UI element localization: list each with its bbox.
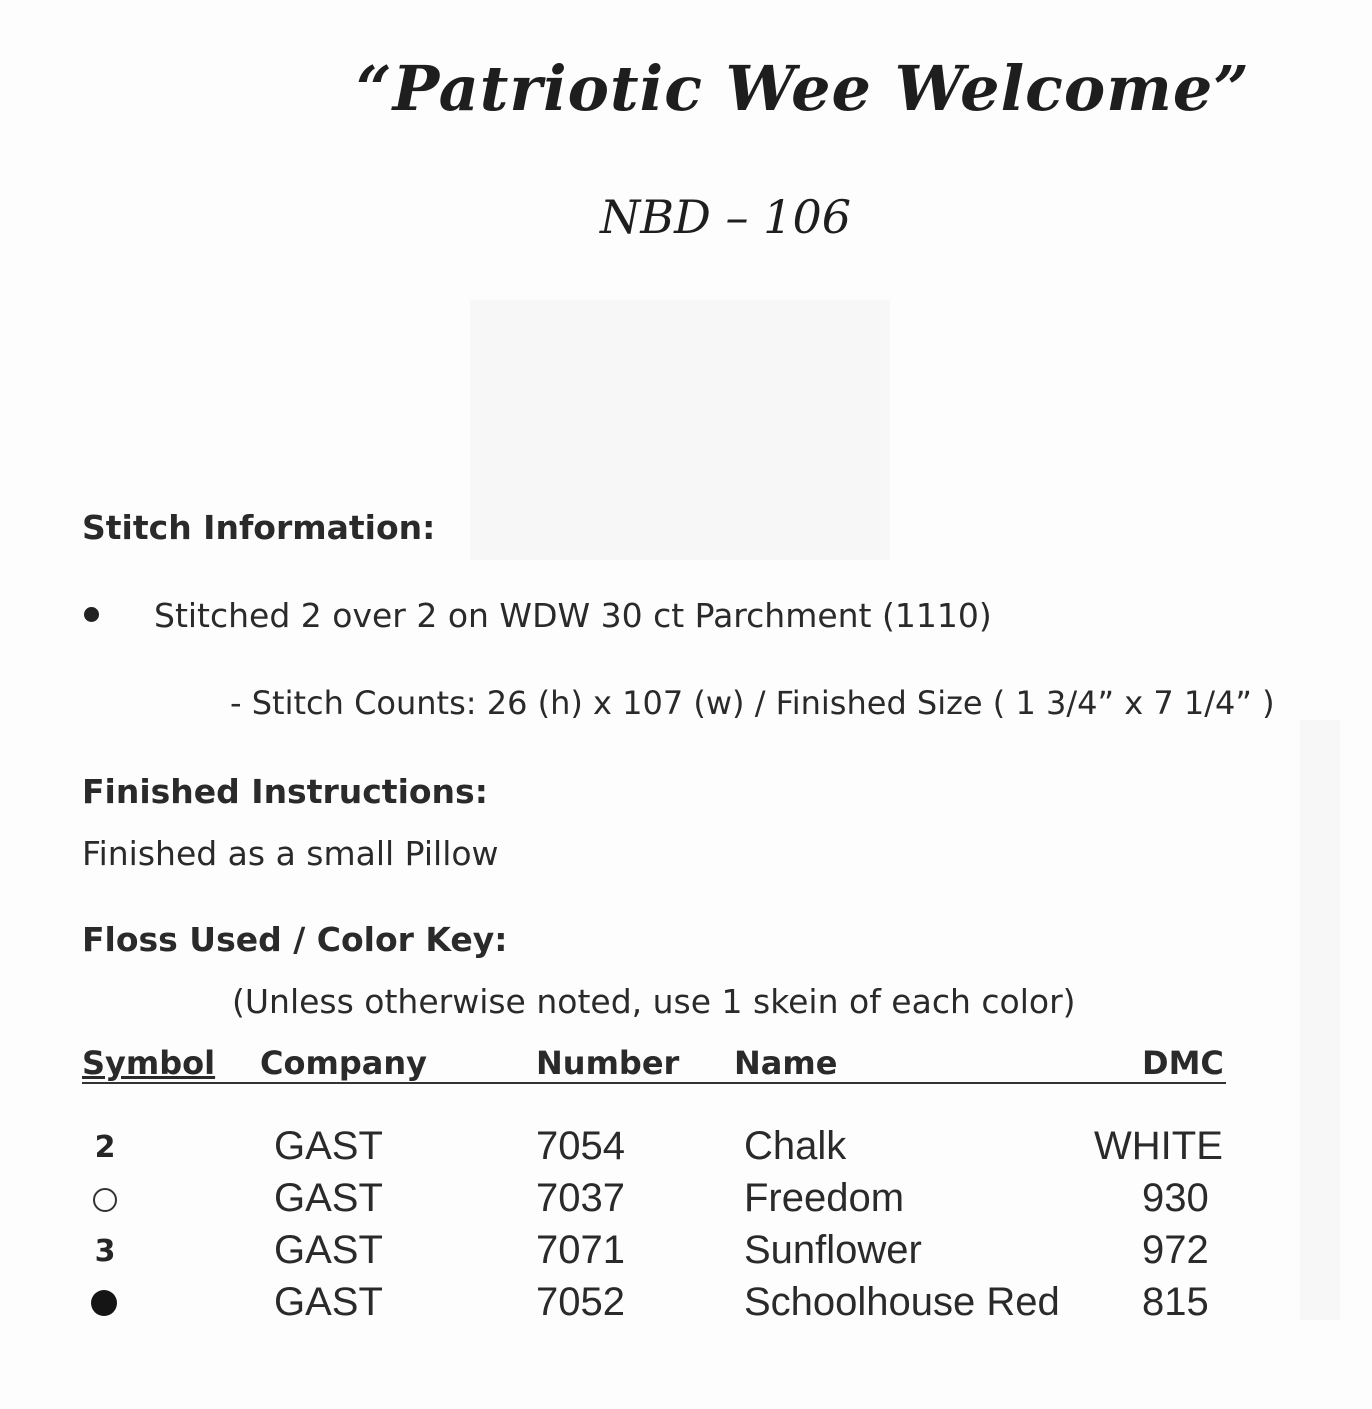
filled-circle-icon	[91, 1290, 117, 1316]
color-key-row	[0, 1228, 1372, 1280]
stitch-info-heading: Stitch Information:	[82, 508, 436, 547]
symbol-2: 2	[94, 1130, 116, 1165]
column-header-name: Name	[734, 1044, 838, 1082]
finished-instructions-text: Finished as a small Pillow	[82, 834, 499, 873]
name-cell: Schoolhouse Red	[744, 1280, 1060, 1324]
dmc-cell: 930	[1142, 1176, 1209, 1220]
company-cell: GAST	[274, 1228, 383, 1272]
color-key-row	[0, 1124, 1372, 1176]
company-cell: GAST	[274, 1124, 383, 1168]
pattern-code: NBD – 106	[600, 190, 851, 244]
floss-note: (Unless otherwise noted, use 1 skein of each color)	[232, 982, 1076, 1021]
stitch-counts: - Stitch Counts: 26 (h) x 107 (w) / Finished Size ( 1 3/4” x 7 1/4” )	[230, 684, 1275, 722]
column-header-number: Number	[536, 1044, 680, 1082]
dmc-cell: WHITE	[1094, 1124, 1223, 1168]
number-cell: 7052	[536, 1280, 625, 1324]
number-cell: 7037	[536, 1176, 625, 1220]
number-cell: 7054	[536, 1124, 625, 1168]
column-header-symbol: Symbol	[82, 1044, 216, 1082]
stitch-info-bullet-text: Stitched 2 over 2 on WDW 30 ct Parchment (1110)	[154, 596, 992, 635]
document-title: “Patriotic Wee Welcome”	[356, 52, 1250, 125]
open-circle-icon	[93, 1188, 117, 1212]
company-cell: GAST	[274, 1176, 383, 1220]
dmc-cell: 972	[1142, 1228, 1209, 1272]
number-cell: 7071	[536, 1228, 625, 1272]
color-key-header	[82, 1040, 1226, 1084]
scan-ghosting	[470, 300, 890, 560]
name-cell: Sunflower	[744, 1228, 922, 1272]
column-header-company: Company	[260, 1044, 427, 1082]
company-cell: GAST	[274, 1280, 383, 1324]
color-key-row	[0, 1176, 1372, 1228]
finished-instructions-heading: Finished Instructions:	[82, 772, 488, 811]
name-cell: Freedom	[744, 1176, 905, 1220]
floss-heading: Floss Used / Color Key:	[82, 920, 508, 959]
bullet-icon	[84, 607, 99, 622]
dmc-cell: 815	[1142, 1280, 1209, 1324]
color-key-row	[0, 1280, 1372, 1332]
symbol-3: 3	[94, 1234, 116, 1269]
column-header-dmc: DMC	[1142, 1044, 1224, 1082]
name-cell: Chalk	[744, 1124, 847, 1168]
